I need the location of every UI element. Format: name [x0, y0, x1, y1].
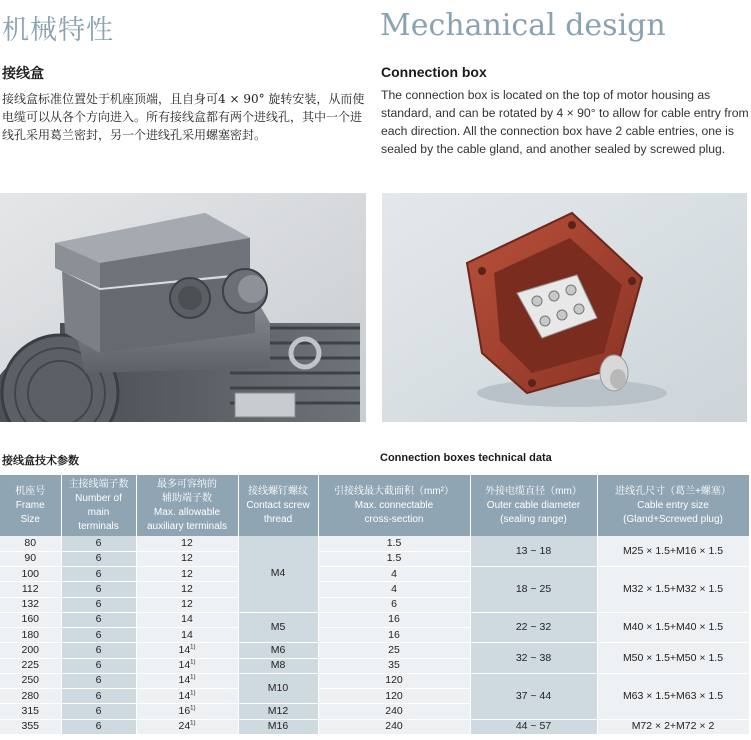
main-terminals-cell: 6 — [61, 719, 136, 734]
thread-cell: M12 — [238, 704, 318, 719]
thread-cell: M4 — [238, 536, 318, 612]
aux-terminals-cell: 14$^{1)}$ — [136, 689, 238, 704]
frame-size-cell: 355 — [0, 719, 61, 734]
cross-section-cell: 1.5 — [318, 536, 470, 551]
aux-terminals-cell: 12 — [136, 551, 238, 566]
main-terminals-cell: 6 — [61, 582, 136, 597]
cross-section-cell: 240 — [318, 719, 470, 734]
header-contact-screw-thread: 接线螺钉螺纹 Contact screw thread — [238, 475, 318, 536]
diameter-cell: 22 ~ 32 — [470, 612, 597, 643]
cross-section-cell: 4 — [318, 582, 470, 597]
main-terminals-cell: 6 — [61, 643, 136, 658]
header-aux-terminals: 最多可容纳的 辅助端子数 Max. allowable auxiliary terminals — [136, 475, 238, 536]
main-terminals-cell: 6 — [61, 536, 136, 551]
cross-section-cell: 35 — [318, 658, 470, 673]
header-cross-section: 引接线最大截面积（mm²） Max. connectable cross-section — [318, 475, 470, 536]
main-terminals-cell: 6 — [61, 612, 136, 627]
footnote-marker: 1) — [190, 690, 196, 697]
diameter-cell: 44 ~ 57 — [470, 719, 597, 734]
cross-section-cell: 120 — [318, 689, 470, 704]
main-terminals-cell: 6 — [61, 597, 136, 612]
table-row — [0, 567, 749, 582]
frame-size-cell: 160 — [0, 612, 61, 627]
header-frame-size: 机座号 Frame Size — [0, 475, 61, 536]
frame-size-cell: 132 — [0, 597, 61, 612]
cross-section-cell: 25 — [318, 643, 470, 658]
cross-section-cell: 6 — [318, 597, 470, 612]
footnote-marker: 1) — [190, 720, 196, 727]
frame-size-cell: 112 — [0, 582, 61, 597]
cross-section-cell: 120 — [318, 673, 470, 688]
aux-terminals-cell: 14 — [136, 628, 238, 643]
diameter-cell: 32 ~ 38 — [470, 643, 597, 674]
table-row — [0, 673, 749, 688]
frame-size-cell: 225 — [0, 658, 61, 673]
page-title-cn: 机械特性 — [2, 15, 114, 46]
description-cn: 接线盒标准位置处于机座顶端，且自身可4 × 90° 旋转安装，从而使电缆可以从各个方向进入。所有接线盒都有两个进线孔，其中一个进线孔采用葛兰密封，另一个进线孔采用螺塞密封。 — [2, 92, 365, 142]
section-title-en: Connection box — [381, 64, 487, 80]
cross-section-cell: 16 — [318, 612, 470, 627]
cross-section-cell: 240 — [318, 704, 470, 719]
cross-section-cell: 1.5 — [318, 551, 470, 566]
connection-box-data-table — [0, 475, 750, 735]
main-terminals-cell: 6 — [61, 689, 136, 704]
main-terminals-cell: 6 — [61, 658, 136, 673]
entry-size-cell: M72 × 2+M72 × 2 — [597, 719, 749, 734]
cross-section-cell: 4 — [318, 567, 470, 582]
footnote-marker: 1) — [190, 674, 196, 681]
aux-terminals-cell: 14$^{1)}$ — [136, 673, 238, 688]
header-main-terminals: 主接线端子数 Number of main terminals — [61, 475, 136, 536]
aux-terminals-cell: 24$^{1)}$ — [136, 719, 238, 734]
cross-section-cell: 16 — [318, 628, 470, 643]
motor-photo — [0, 193, 366, 422]
page-title-en: Mechanical design — [380, 8, 666, 43]
main-terminals-cell: 6 — [61, 673, 136, 688]
table-row — [0, 612, 749, 627]
footnote-marker: 1) — [190, 644, 196, 651]
table-header-row — [0, 475, 749, 536]
frame-size-cell: 80 — [0, 536, 61, 551]
thread-cell: M5 — [238, 612, 318, 643]
diameter-cell: 13 ~ 18 — [470, 536, 597, 567]
diameter-cell: 37 ~ 44 — [470, 673, 597, 719]
thread-cell: M16 — [238, 719, 318, 734]
description-en: The connection box is located on the top of motor housing as standard, and can be rotated by 4 × 90° to allow for cable entry from each direction. All the connection box have 2 cable entries, one is sealed by the cable gland, and another sealed by screwed plug. — [381, 88, 749, 156]
frame-size-cell: 200 — [0, 643, 61, 658]
entry-size-cell: M32 × 1.5+M32 × 1.5 — [597, 567, 749, 613]
aux-terminals-cell: 14 — [136, 612, 238, 627]
footnote-marker: 1) — [190, 659, 196, 666]
entry-size-cell: M40 × 1.5+M40 × 1.5 — [597, 612, 749, 643]
footnote-marker: 1) — [190, 705, 196, 712]
connection-box-photo — [382, 193, 747, 422]
header-cable-entry-size: 进线孔尺寸（葛兰+螺塞） Cable entry size (Gland+Screwed plug) — [597, 475, 749, 536]
thread-cell: M8 — [238, 658, 318, 673]
frame-size-cell: 100 — [0, 567, 61, 582]
frame-size-cell: 280 — [0, 689, 61, 704]
aux-terminals-cell: 12 — [136, 567, 238, 582]
frame-size-cell: 315 — [0, 704, 61, 719]
aux-terminals-cell: 14$^{1)}$ — [136, 658, 238, 673]
frame-size-cell: 250 — [0, 673, 61, 688]
table-row — [0, 643, 749, 658]
frame-size-cell: 180 — [0, 628, 61, 643]
table-caption-cn: 接线盒技术参数 — [2, 454, 79, 467]
aux-terminals-cell: 12 — [136, 582, 238, 597]
thread-cell: M6 — [238, 643, 318, 658]
aux-terminals-cell: 12 — [136, 597, 238, 612]
aux-terminals-cell: 12 — [136, 536, 238, 551]
main-terminals-cell: 6 — [61, 704, 136, 719]
main-terminals-cell: 6 — [61, 551, 136, 566]
main-terminals-cell: 6 — [61, 567, 136, 582]
table-caption-en: Connection boxes technical data — [380, 452, 552, 464]
diameter-cell: 18 ~ 25 — [470, 567, 597, 613]
table-row — [0, 719, 749, 734]
table-row — [0, 536, 749, 551]
entry-size-cell: M50 × 1.5+M50 × 1.5 — [597, 643, 749, 674]
aux-terminals-cell: 16$^{1)}$ — [136, 704, 238, 719]
aux-terminals-cell: 14$^{1)}$ — [136, 643, 238, 658]
entry-size-cell: M25 × 1.5+M16 × 1.5 — [597, 536, 749, 567]
frame-size-cell: 90 — [0, 551, 61, 566]
entry-size-cell: M63 × 1.5+M63 × 1.5 — [597, 673, 749, 719]
section-title-cn: 接线盒 — [2, 66, 44, 82]
header-cable-diameter: 外接电缆直径（mm） Outer cable diameter (sealing range) — [470, 475, 597, 536]
main-terminals-cell: 6 — [61, 628, 136, 643]
thread-cell: M10 — [238, 673, 318, 704]
